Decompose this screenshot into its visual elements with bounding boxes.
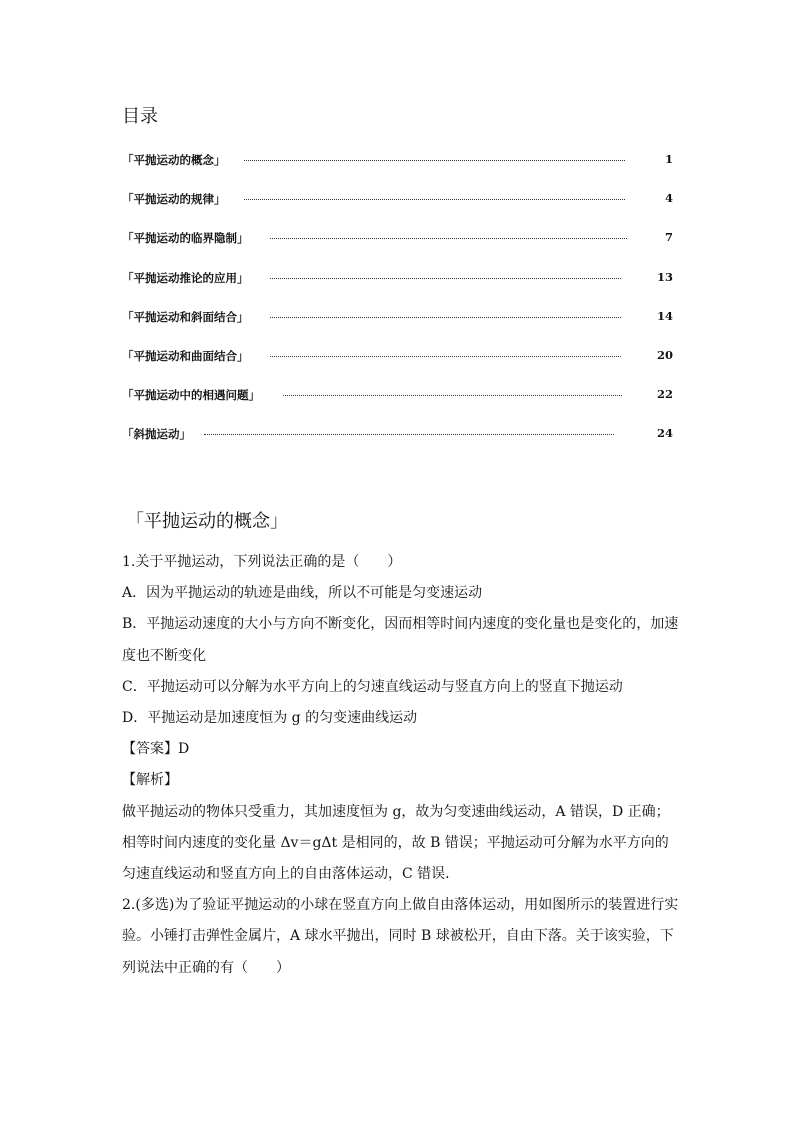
question-1-analysis-label: 【解析】 (122, 772, 178, 789)
toc-page-number: 4 (664, 191, 673, 206)
question-1-stem: 1.关于平抛运动，下列说法正确的是（ ） (122, 554, 402, 570)
toc-page-number: 24 (656, 426, 673, 441)
toc-item-label: 「平抛运动的临界隐制」 (122, 231, 249, 246)
section-plane-projectile-concept (122, 509, 682, 984)
question-1-explanation: 做平抛运动的物体只受重力，其加速度恒为 g，故为匀变速曲线运动，A 错误，D 正确；相等时间内速度的变化量 Δv＝gΔt 是相同的，故 B 错误；平抛运动可分解为水平方向的匀速直线运动和竖直方向上的自由落体运动，C 错误． (122, 803, 670, 883)
toc-page-number: 7 (664, 230, 673, 245)
toc-leader-dots (283, 395, 622, 396)
toc-item-label: 「平抛运动的概念」 (122, 153, 226, 167)
toc-item[interactable] (122, 309, 682, 348)
question-1-option-a: A．因为平抛运动的轨迹是曲线，所以不可能是匀变速运动 (122, 585, 483, 602)
toc-item[interactable] (122, 426, 682, 465)
toc-leader-dots (270, 356, 621, 357)
question-1-option-b: B．平抛运动速度的大小与方向不断变化，因而相等时间内速度的变化量也是变化的，加速度也不断变化 (122, 616, 679, 664)
toc-leader-dots (244, 199, 625, 200)
table-of-contents (122, 152, 682, 466)
question-2-stem: 2.(多选)为了验证平抛运动的小球在竖直方向上做自由落体运动，用如图所示的装置进行实验。小锤打击弹性金属片，A 球水平抛出，同时 B 球被松开，自由下落。关于该实验，下列说法中正确的有（ ） (122, 897, 679, 976)
toc-leader-dots (244, 160, 625, 161)
toc-item[interactable] (122, 191, 682, 230)
toc-leader-dots (270, 278, 621, 279)
toc-item-label: 「平抛运动和曲面结合」 (122, 348, 249, 363)
toc-page-number: 22 (656, 387, 673, 402)
question-1-option-d: D．平抛运动是加速度恒为 g 的匀变速曲线运动 (122, 710, 418, 727)
toc-leader-dots (270, 238, 627, 239)
toc-page-number: 20 (656, 347, 673, 362)
toc-heading: 目录 (122, 106, 158, 127)
toc-item[interactable] (122, 152, 682, 191)
toc-item[interactable] (122, 230, 682, 269)
toc-page-number: 13 (656, 269, 673, 284)
toc-item-label: 「平抛运动和斜面结合」 (122, 309, 249, 324)
toc-item[interactable] (122, 387, 682, 426)
question-1-option-c: C．平抛运动可以分解为水平方向上的匀速直线运动与竖直方向上的竖直下抛运动 (122, 678, 623, 695)
section-title: 「平抛运动的概念」 (126, 511, 288, 532)
question-1-answer: 【答案】D (122, 741, 190, 758)
toc-item-label: 「斜抛运动」 (122, 427, 191, 442)
toc-leader-dots (270, 317, 621, 318)
toc-item-label: 「平抛运动推论的应用」 (122, 270, 249, 285)
toc-item-label: 「平抛运动的规律」 (122, 192, 226, 207)
toc-leader-dots (204, 434, 614, 435)
toc-item[interactable] (122, 348, 682, 387)
toc-item-label: 「平抛运动中的相遇问题」 (122, 388, 260, 403)
toc-item[interactable] (122, 270, 682, 309)
toc-page-number: 1 (664, 152, 673, 166)
toc-page-number: 14 (656, 308, 673, 323)
